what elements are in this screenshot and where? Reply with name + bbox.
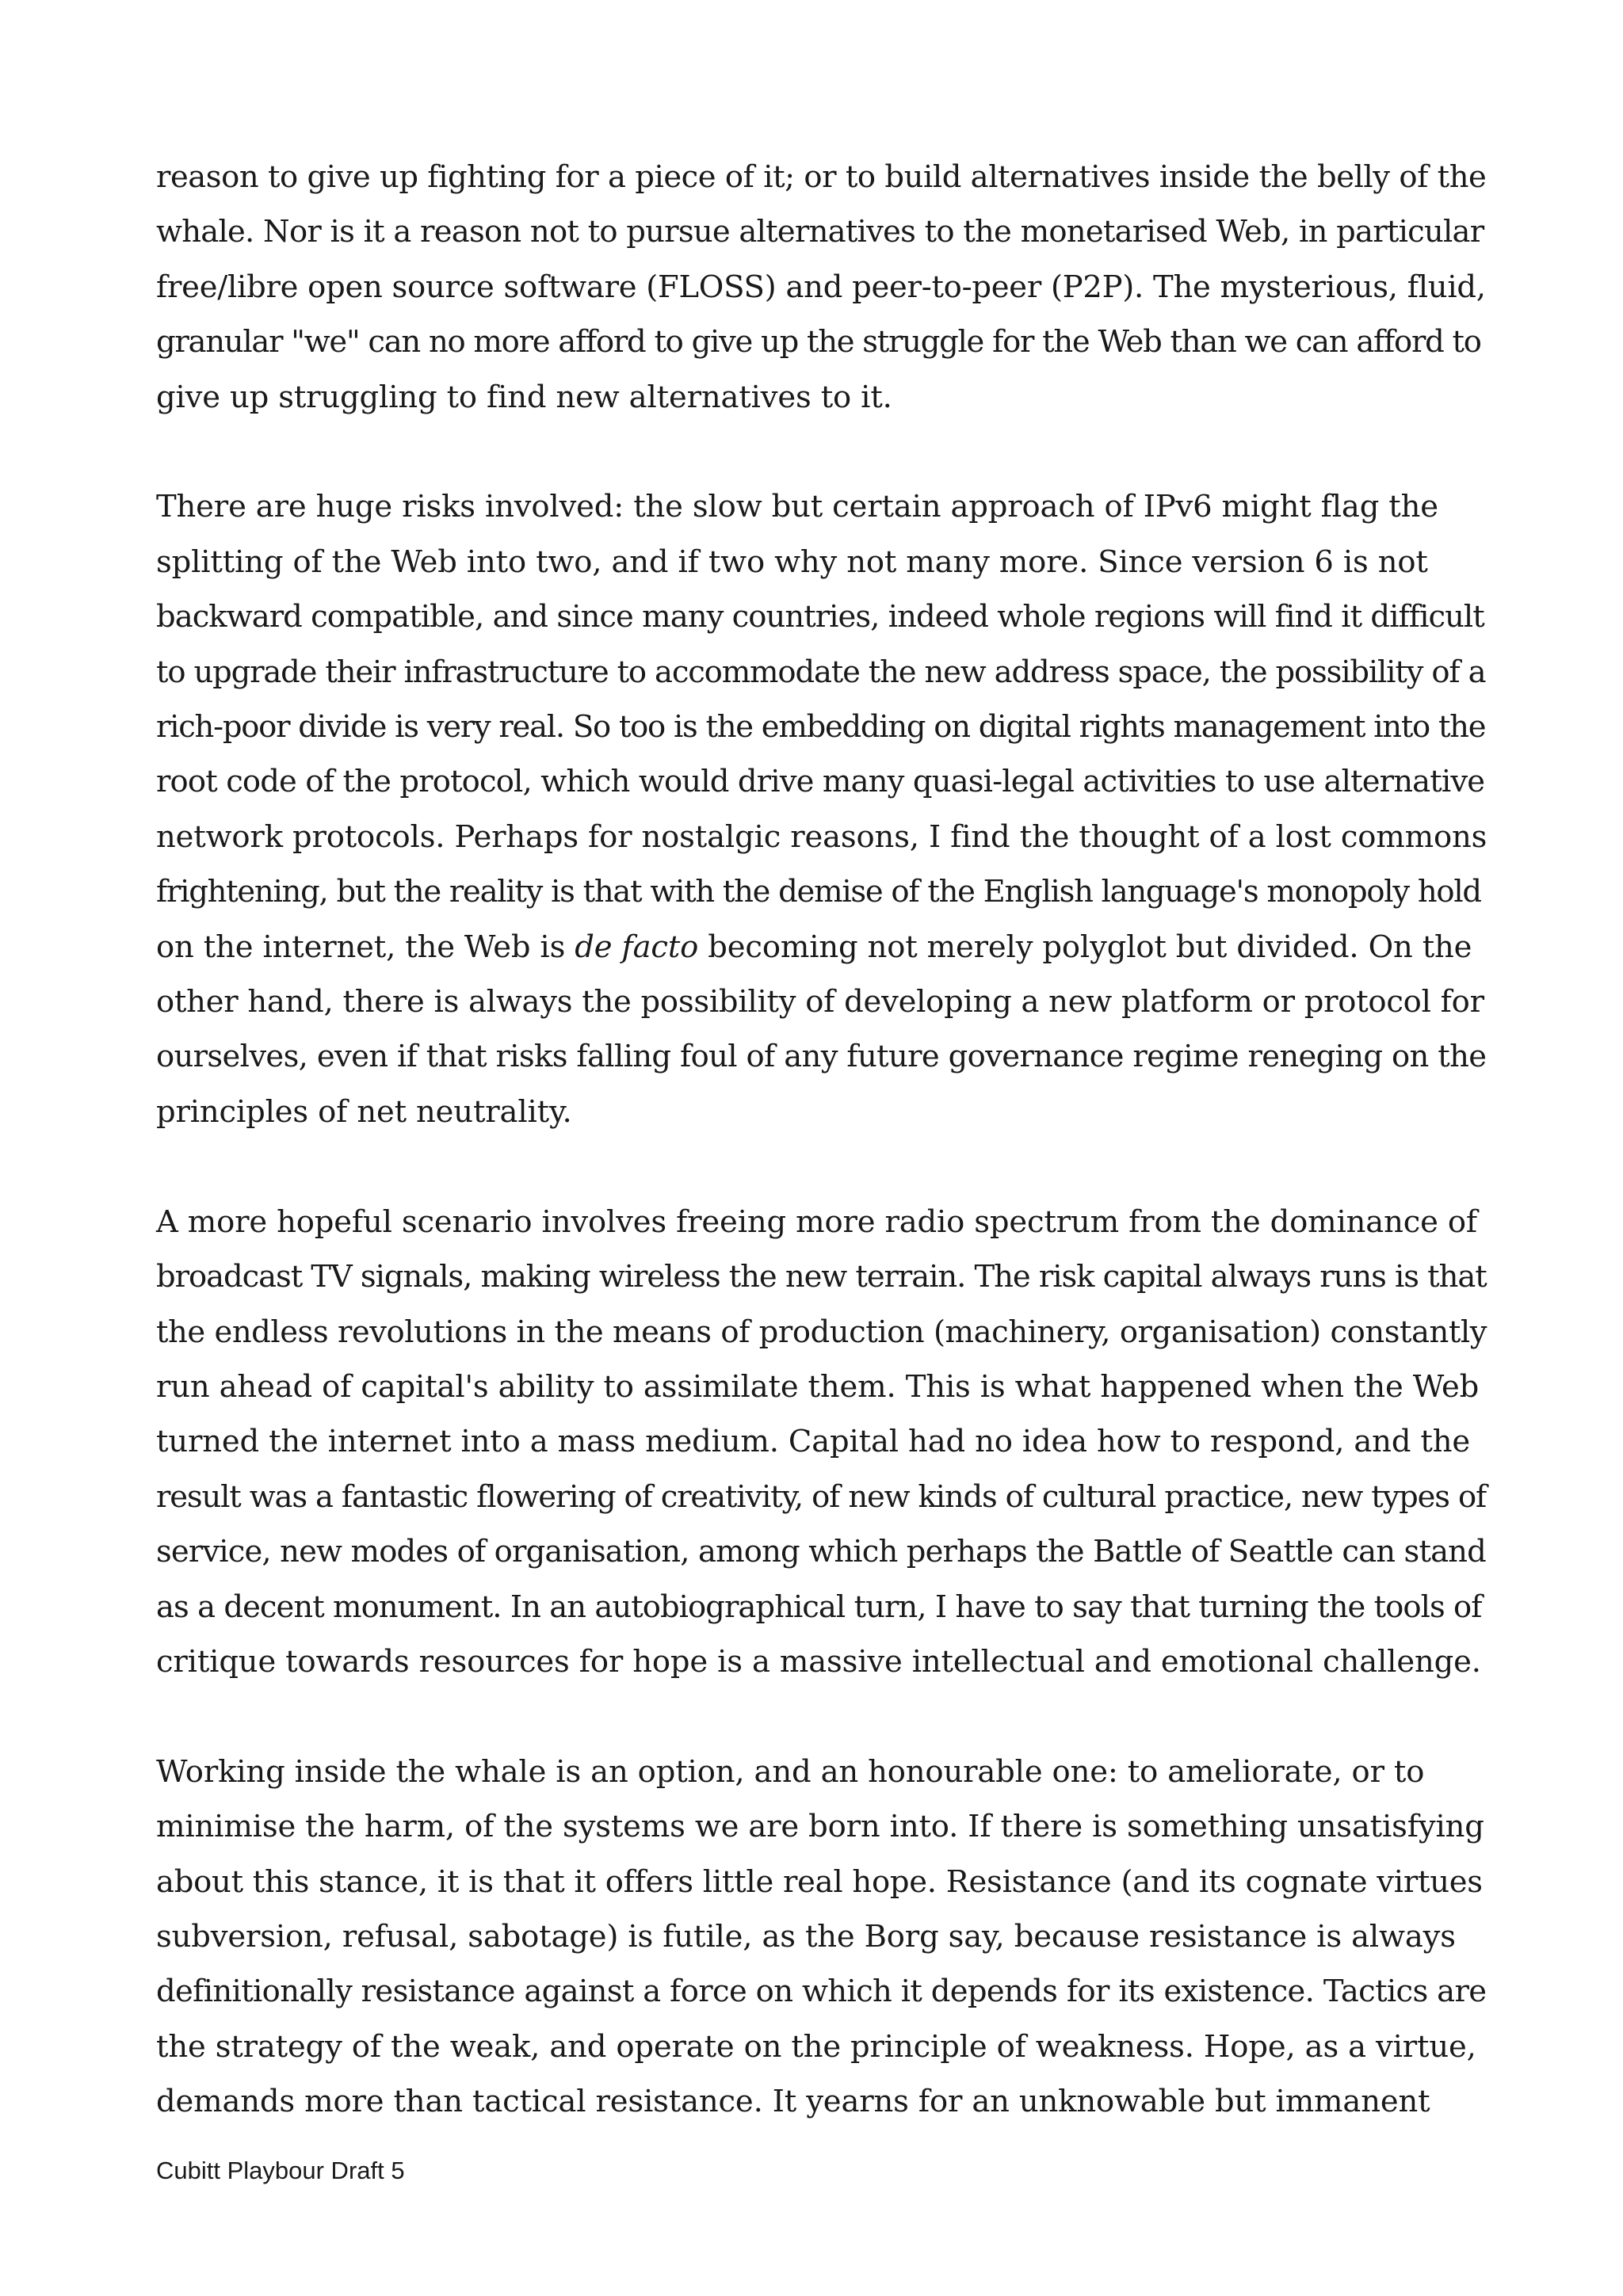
text-line: definitionally resistance against a force on which it depends for its existence. Tactics are <box>156 1974 1487 2010</box>
paragraph-1 <box>156 150 1487 425</box>
page-footer: Cubitt Playbour Draft 5 <box>156 2157 405 2184</box>
text-line: splitting of the Web into two, and if two why not many more. Since version 6 is not <box>156 543 1428 580</box>
text-line: frightening, but the reality is that with the demise of the English language's monopoly hold <box>156 874 1481 910</box>
text-segment: on the internet, the Web is <box>156 929 575 965</box>
text-line: service, new modes of organisation, among which perhaps the Battle of Seattle can stand <box>156 1534 1486 1570</box>
text-line: minimise the harm, of the systems we are born into. If there is something unsatisfying <box>156 1809 1484 1845</box>
text-line: give up struggling to find new alternatives to it. <box>156 379 892 415</box>
text-line: root code of the protocol, which would drive many quasi-legal activities to use alternative <box>156 764 1485 800</box>
text-line: rich-poor divide is very real. So too is the embedding on digital rights management into the <box>156 709 1486 746</box>
italic-phrase: de facto <box>575 929 699 965</box>
text-line-mixed <box>156 920 1487 974</box>
paragraph-3 <box>156 1195 1487 1690</box>
paragraph-4 <box>156 1745 1487 2130</box>
text-line: whale. Nor is it a reason not to pursue alternatives to the monetarised Web, in particular <box>156 214 1484 250</box>
text-line: principles of net neutrality. <box>156 1093 572 1130</box>
text-line: result was a fantastic flowering of creativity, of new kinds of cultural practice, new types of <box>156 1478 1487 1515</box>
text-line: free/libre open source software (FLOSS) and peer-to-peer (P2P). The mysterious, fluid, <box>156 269 1486 305</box>
text-line: network protocols. Perhaps for nostalgic reasons, I find the thought of a lost commons <box>156 818 1487 855</box>
text-line: subversion, refusal, sabotage) is futile, as the Borg say, because resistance is always <box>156 1918 1456 1955</box>
text-line: the strategy of the weak, and operate on the principle of weakness. Hope, as a virtue, <box>156 2028 1476 2065</box>
text-line: as a decent monument. In an autobiographical turn, I have to say that turning the tools of <box>156 1589 1482 1625</box>
text-line: There are huge risks involved: the slow but certain approach of IPv6 might flag the <box>156 489 1438 525</box>
text-line: A more hopeful scenario involves freeing more radio spectrum from the dominance of <box>156 1203 1478 1240</box>
text-line: Working inside the whale is an option, and an honourable one: to ameliorate, or to <box>156 1753 1425 1790</box>
text-line: backward compatible, and since many countries, indeed whole regions will find it difficult <box>156 599 1484 635</box>
text-line: run ahead of capital's ability to assimilate them. This is what happened when the Web <box>156 1368 1480 1405</box>
text-line: critique towards resources for hope is a massive intellectual and emotional challenge. <box>156 1643 1481 1680</box>
text-line: turned the internet into a mass medium. Capital had no idea how to respond, and the <box>156 1424 1471 1460</box>
text-line: other hand, there is always the possibility of developing a new platform or protocol for <box>156 984 1484 1020</box>
text-line: to upgrade their infrastructure to accommodate the new address space, the possibility of a <box>156 654 1486 690</box>
text-line: demands more than tactical resistance. It yearns for an unknowable but immanent <box>156 2084 1430 2120</box>
text-line: reason to give up fighting for a piece of it; or to build alternatives inside the belly of the <box>156 159 1487 195</box>
text-line: about this stance, it is that it offers little real hope. Resistance (and its cognate virtues <box>156 1863 1483 1900</box>
text-line: granular "we" can no more afford to give up the struggle for the Web than we can afford to <box>156 324 1481 360</box>
text-line: broadcast TV signals, making wireless the new terrain. The risk capital always runs is that <box>156 1259 1487 1295</box>
paragraph-2 <box>156 479 1487 1139</box>
document-body <box>156 150 1487 2130</box>
text-line: ourselves, even if that risks falling foul of any future governance regime reneging on the <box>156 1039 1487 1075</box>
text-segment: becoming not merely polyglot but divided. On the <box>698 929 1472 965</box>
text-line: the endless revolutions in the means of production (machinery, organisation) constantly <box>156 1314 1487 1350</box>
